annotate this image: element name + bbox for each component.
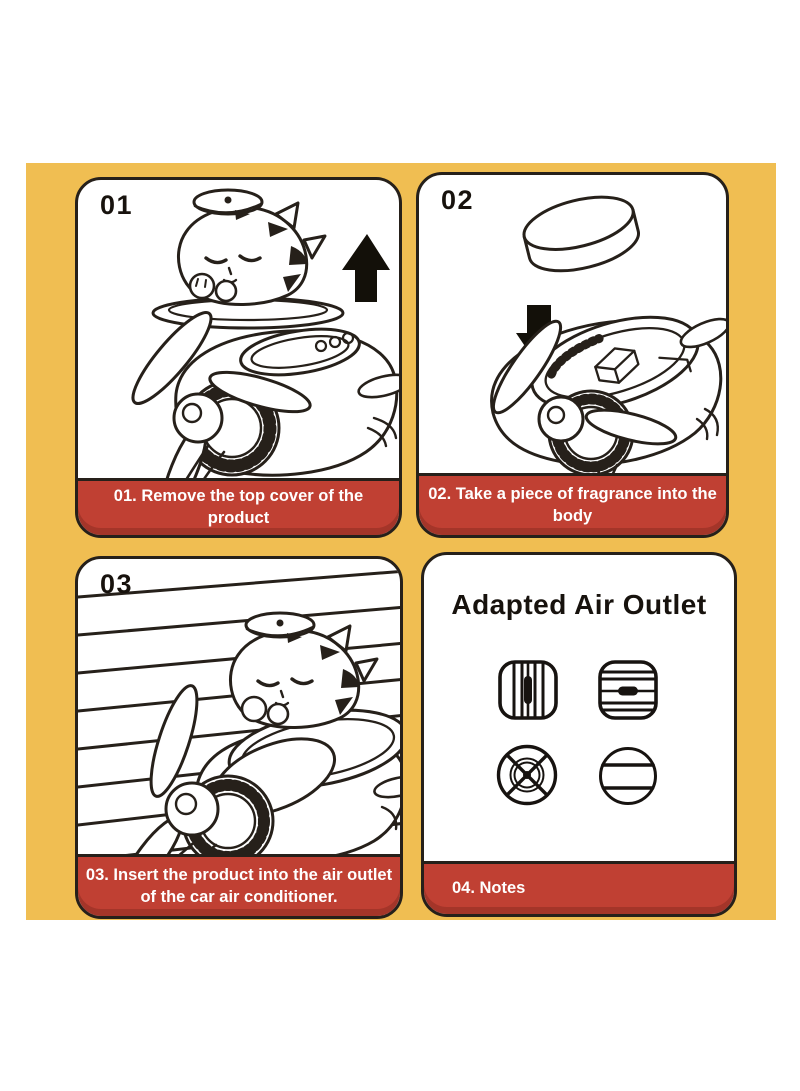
step-number-1: 01 bbox=[100, 190, 134, 220]
step-number-2: 02 bbox=[441, 185, 475, 215]
caption-line: 03. Insert the product into the air outlet bbox=[85, 865, 393, 884]
toy-airplane-open bbox=[484, 300, 729, 479]
caption-line: 04. Notes bbox=[452, 879, 526, 898]
caption-line: 02. Take a piece of fragrance into the bbox=[428, 484, 717, 503]
notes-banner bbox=[421, 861, 737, 917]
step-card-1 bbox=[75, 177, 402, 538]
step-card-4-notes bbox=[421, 552, 737, 917]
round-horizontal-outlet-icon bbox=[597, 745, 659, 807]
toy-airplane-with-cat bbox=[114, 613, 403, 863]
step-card-2 bbox=[416, 172, 729, 538]
caption-line: 01. Remove the top cover of the product bbox=[113, 487, 364, 527]
step-caption-banner-3 bbox=[75, 854, 403, 919]
step-number-3: 03 bbox=[100, 569, 134, 599]
caption-line: of the car air conditioner. bbox=[140, 887, 338, 906]
caption-line: body bbox=[552, 506, 593, 525]
up-arrow-icon bbox=[342, 234, 390, 302]
toy-airplane bbox=[123, 304, 402, 482]
step1-illustration bbox=[78, 180, 402, 482]
adapted-air-outlet-title: Adapted Air Outlet bbox=[451, 589, 707, 620]
step-card-3 bbox=[75, 556, 403, 919]
step2-illustration bbox=[419, 175, 729, 479]
cat-figure bbox=[178, 190, 325, 305]
step-caption-banner-1 bbox=[75, 478, 402, 538]
vertical-slats-outlet-icon bbox=[497, 659, 559, 721]
fragrance-disc bbox=[519, 187, 644, 280]
horizontal-slats-outlet-icon bbox=[597, 659, 659, 721]
step3-illustration bbox=[78, 559, 403, 863]
round-cross-outlet-icon bbox=[495, 743, 559, 807]
step-caption-banner-2 bbox=[416, 473, 729, 538]
